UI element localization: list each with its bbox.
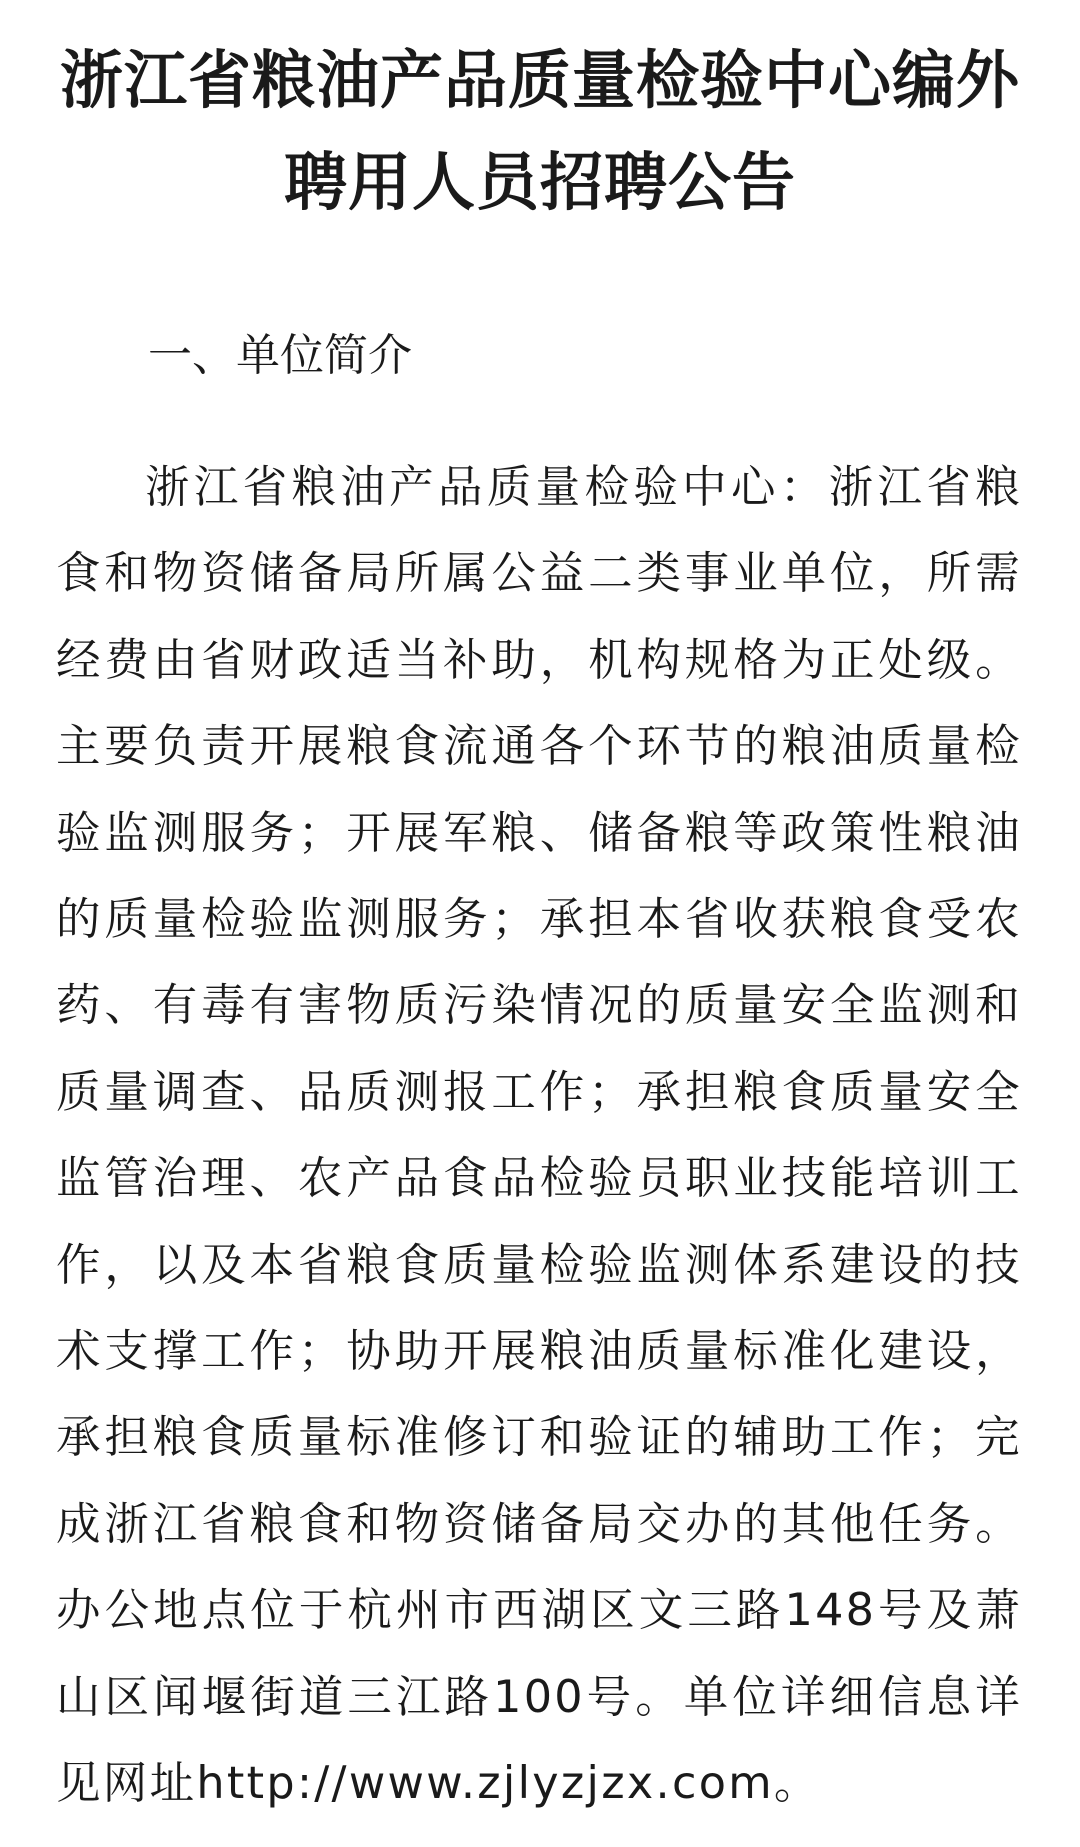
page-title: 浙江省粮油产品质量检验中心编外聘用人员招聘公告 [60,44,1020,219]
section-heading-unit-intro: 一、单位简介 [148,330,412,381]
unit-intro-paragraph: 浙江省粮油产品质量检验中心：浙江省粮食和物资储备局所属公益二类事业单位，所需经费由省财政适当补助，机构规格为正处级。主要负责开展粮食流通各个环节的粮油质量检验监测服务；开展军粮、储备粮等政策性粮油的质量检验监测服务；承担本省收获粮食受农药、有毒有害物质污染情况的质量安全监测和质量调查、品质测报工作；承担粮食质量安全监管治理、农产品食品检验员职业技能培训工作，以及本省粮食质量检验监测体系建设的技术支撑工作；协助开展粮油质量标准化建设，承担粮食质量标准修订和验证的辅助工作；完成浙江省粮食和物资储备局交办的其他任务。办公地点位于杭州市西湖区文三路148号及萧山区闻堰街道三江路100号。单位详细信息详见网址http://www.zjlyzjzx.com。 [56,462,1022,1810]
